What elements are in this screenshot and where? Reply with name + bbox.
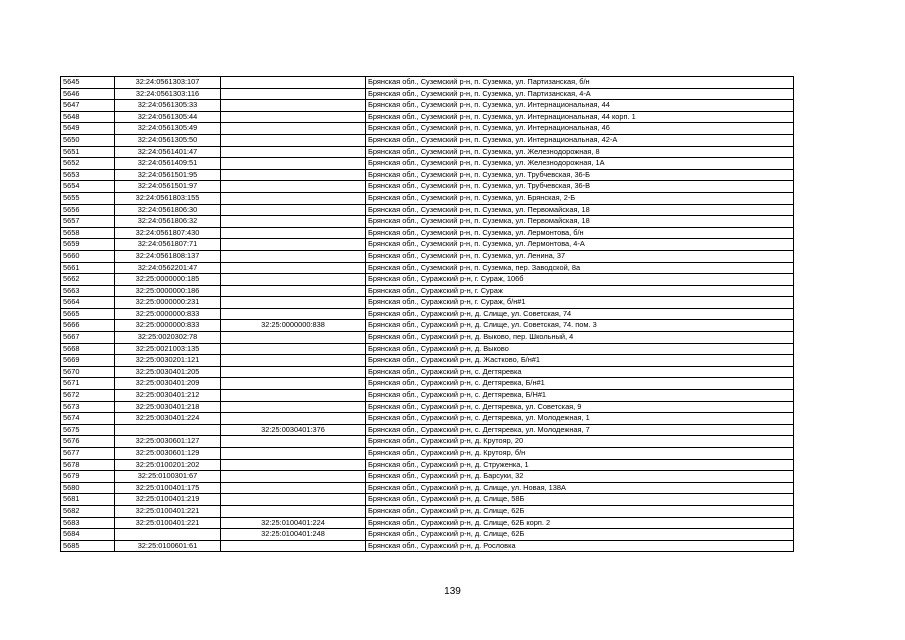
table-row [61,413,794,425]
row-number-cell: 5645 [61,77,115,89]
table-row [61,181,794,193]
row-number-cell: 5656 [61,204,115,216]
address-cell: Брянская обл., Суражский р-н, д. Слище, 62Б [366,505,794,517]
table-row [61,308,794,320]
table-row [61,77,794,89]
row-number-cell: 5674 [61,413,115,425]
address-cell: Брянская обл., Суземский р-н, п. Суземка, ул. Трубчевская, 36-В [366,181,794,193]
row-number-cell: 5670 [61,366,115,378]
row-number-cell: 5657 [61,216,115,228]
secondary-cadastral-number-cell [221,494,366,506]
address-cell: Брянская обл., Суземский р-н, п. Суземка, ул. Железнодорожная, 1А [366,158,794,170]
cadastral-number-cell: 32:24:0561501:95 [115,169,221,181]
table-row [61,505,794,517]
secondary-cadastral-number-cell [221,192,366,204]
address-cell: Брянская обл., Суражский р-н, д. Слище, ул. Советская, 74 [366,308,794,320]
row-number-cell: 5664 [61,297,115,309]
secondary-cadastral-number-cell [221,459,366,471]
row-number-cell: 5678 [61,459,115,471]
secondary-cadastral-number-cell [221,285,366,297]
row-number-cell: 5648 [61,111,115,123]
secondary-cadastral-number-cell [221,100,366,112]
address-cell: Брянская обл., Суражский р-н, д. Выково, пер. Школьный, 4 [366,332,794,344]
secondary-cadastral-number-cell [221,401,366,413]
cadastral-number-cell: 32:24:0561303:107 [115,77,221,89]
table-row [61,158,794,170]
row-number-cell: 5672 [61,390,115,402]
cadastral-number-cell: 32:25:0000000:833 [115,320,221,332]
address-cell: Брянская обл., Суражский р-н, с. Дегтяревка, ул. Советская, 9 [366,401,794,413]
row-number-cell: 5668 [61,343,115,355]
secondary-cadastral-number-cell [221,308,366,320]
address-cell: Брянская обл., Суражский р-н, д. Струженка, 1 [366,459,794,471]
table-row [61,424,794,436]
row-number-cell: 5653 [61,169,115,181]
cadastral-number-cell: 32:24:0561305:50 [115,134,221,146]
secondary-cadastral-number-cell [221,181,366,193]
row-number-cell: 5679 [61,471,115,483]
cadastral-number-cell: 32:25:0100401:175 [115,482,221,494]
cadastral-number-cell: 32:25:0030401:205 [115,366,221,378]
row-number-cell: 5667 [61,332,115,344]
secondary-cadastral-number-cell [221,134,366,146]
address-cell: Брянская обл., Суземский р-н, п. Суземка, ул. Железнодорожная, 8 [366,146,794,158]
cadastral-number-cell [115,529,221,541]
row-number-cell: 5646 [61,88,115,100]
secondary-cadastral-number-cell: 32:25:0100401:224 [221,517,366,529]
cadastral-number-cell: 32:25:0100401:219 [115,494,221,506]
secondary-cadastral-number-cell [221,227,366,239]
cadastral-number-cell: 32:24:0561806:32 [115,216,221,228]
address-cell: Брянская обл., Суражский р-н, с. Дегтяревка, ул. Молодежная, 1 [366,413,794,425]
address-cell: Брянская обл., Суражский р-н, д. Слище, 62Б корп. 2 [366,517,794,529]
address-cell: Брянская обл., Суземский р-н, п. Суземка, ул. Брянская, 2-Б [366,192,794,204]
cadastral-number-cell: 32:25:0030201:121 [115,355,221,367]
secondary-cadastral-number-cell [221,448,366,460]
address-cell: Брянская обл., Суземский р-н, п. Суземка, ул. Первомайская, 18 [366,204,794,216]
table-row [61,169,794,181]
row-number-cell: 5682 [61,505,115,517]
table-row [61,459,794,471]
address-cell: Брянская обл., Суземский р-н, п. Суземка, ул. Интернациональная, 46 [366,123,794,135]
cadastral-number-cell: 32:25:0100401:221 [115,517,221,529]
cadastral-number-cell: 32:25:0100201:202 [115,459,221,471]
cadastral-number-cell: 32:25:0000000:833 [115,308,221,320]
table-row [61,88,794,100]
table-row [61,366,794,378]
secondary-cadastral-number-cell [221,250,366,262]
address-cell: Брянская обл., Суземский р-н, п. Суземка, ул. Интернациональная, 44 [366,100,794,112]
table-row [61,494,794,506]
secondary-cadastral-number-cell [221,239,366,251]
row-number-cell: 5655 [61,192,115,204]
secondary-cadastral-number-cell [221,77,366,89]
row-number-cell: 5661 [61,262,115,274]
address-cell: Брянская обл., Суземский р-н, п. Суземка, ул. Лермонтова, б/н [366,227,794,239]
cadastral-number-cell: 32:24:0561409:51 [115,158,221,170]
secondary-cadastral-number-cell [221,471,366,483]
secondary-cadastral-number-cell [221,111,366,123]
address-cell: Брянская обл., Суражский р-н, с. Дегтяревка, Б/Н#1 [366,390,794,402]
table-row [61,297,794,309]
secondary-cadastral-number-cell [221,158,366,170]
address-cell: Брянская обл., Суражский р-н, г. Сураж, 106б [366,274,794,286]
secondary-cadastral-number-cell: 32:25:0100401:248 [221,529,366,541]
table-row [61,250,794,262]
secondary-cadastral-number-cell [221,540,366,552]
secondary-cadastral-number-cell [221,216,366,228]
secondary-cadastral-number-cell: 32:25:0000000:838 [221,320,366,332]
address-cell: Брянская обл., Суземский р-н, п. Суземка, пер. Заводской, 8а [366,262,794,274]
table-row [61,123,794,135]
table-row [61,274,794,286]
address-cell: Брянская обл., Суземский р-н, п. Суземка, ул. Трубчевская, 36-Б [366,169,794,181]
address-cell: Брянская обл., Суражский р-н, д. Крутояр, 20 [366,436,794,448]
cadastral-number-cell: 32:25:0030401:224 [115,413,221,425]
cadastral-number-cell: 32:25:0100601:61 [115,540,221,552]
address-cell: Брянская обл., Суражский р-н, д. Слище, ул. Новая, 138А [366,482,794,494]
table-row [61,146,794,158]
row-number-cell: 5683 [61,517,115,529]
cadastral-number-cell: 32:24:0561803:155 [115,192,221,204]
table-row [61,262,794,274]
cadastral-number-cell: 32:25:0030601:129 [115,448,221,460]
cadastral-number-cell: 32:24:0561305:44 [115,111,221,123]
cadastral-number-cell: 32:24:0561501:97 [115,181,221,193]
table-row [61,343,794,355]
cadastral-number-cell: 32:25:0021003:135 [115,343,221,355]
secondary-cadastral-number-cell [221,378,366,390]
table-row [61,239,794,251]
secondary-cadastral-number-cell [221,332,366,344]
row-number-cell: 5673 [61,401,115,413]
address-cell: Брянская обл., Суражский р-н, д. Слище, 62Б [366,529,794,541]
secondary-cadastral-number-cell [221,169,366,181]
row-number-cell: 5680 [61,482,115,494]
secondary-cadastral-number-cell [221,146,366,158]
cadastral-number-cell: 32:24:0561401:47 [115,146,221,158]
address-cell: Брянская обл., Суземский р-н, п. Суземка, ул. Партизанская, 4-А [366,88,794,100]
table-row [61,436,794,448]
cadastral-number-cell: 32:25:0020302:78 [115,332,221,344]
cadastral-number-cell: 32:24:0561806:30 [115,204,221,216]
table-row [61,378,794,390]
table-row [61,471,794,483]
address-cell: Брянская обл., Суражский р-н, д. Крутояр, б/н [366,448,794,460]
secondary-cadastral-number-cell [221,343,366,355]
row-number-cell: 5654 [61,181,115,193]
cadastral-number-cell: 32:25:0030401:209 [115,378,221,390]
table-row [61,401,794,413]
cadastral-number-cell: 32:25:0100301:67 [115,471,221,483]
cadastral-number-cell: 32:25:0100401:221 [115,505,221,517]
row-number-cell: 5663 [61,285,115,297]
cadastral-number-cell: 32:24:0561807:71 [115,239,221,251]
address-cell: Брянская обл., Суражский р-н, д. Выково [366,343,794,355]
table-row [61,100,794,112]
cadastral-number-cell: 32:24:0561808:137 [115,250,221,262]
secondary-cadastral-number-cell [221,390,366,402]
row-number-cell: 5671 [61,378,115,390]
secondary-cadastral-number-cell [221,204,366,216]
row-number-cell: 5676 [61,436,115,448]
address-cell: Брянская обл., Суражский р-н, г. Сураж, б/н#1 [366,297,794,309]
address-cell: Брянская обл., Суземский р-н, п. Суземка, ул. Интернациональная, 44 корп. 1 [366,111,794,123]
page-number: 139 [444,586,461,597]
address-cell: Брянская обл., Суражский р-н, г. Сураж [366,285,794,297]
row-number-cell: 5659 [61,239,115,251]
table-row [61,540,794,552]
row-number-cell: 5669 [61,355,115,367]
row-number-cell: 5651 [61,146,115,158]
row-number-cell: 5658 [61,227,115,239]
table-row [61,285,794,297]
table-row [61,529,794,541]
row-number-cell: 5685 [61,540,115,552]
address-cell: Брянская обл., Суземский р-н, п. Суземка, ул. Ленина, 37 [366,250,794,262]
address-cell: Брянская обл., Суражский р-н, д. Слище, ул. Советская, 74. пом. 3 [366,320,794,332]
address-cell: Брянская обл., Суражский р-н, с. Дегтяревка, ул. Молодежная, 7 [366,424,794,436]
table-row [61,192,794,204]
address-cell: Брянская обл., Суражский р-н, с. Дегтяревка, Б/н#1 [366,378,794,390]
secondary-cadastral-number-cell [221,436,366,448]
cadastral-number-cell [115,424,221,436]
table-row [61,448,794,460]
cadastral-number-cell: 32:24:0561807:430 [115,227,221,239]
secondary-cadastral-number-cell [221,482,366,494]
address-cell: Брянская обл., Суражский р-н, д. Жастково, Б/н#1 [366,355,794,367]
cadastral-number-cell: 32:24:0562201:47 [115,262,221,274]
cadastral-number-cell: 32:25:0030601:127 [115,436,221,448]
table-row [61,482,794,494]
address-cell: Брянская обл., Суражский р-н, д. Слище, 58Б [366,494,794,506]
secondary-cadastral-number-cell [221,505,366,517]
table-row [61,204,794,216]
cadastral-number-cell: 32:24:0561305:49 [115,123,221,135]
table-row [61,216,794,228]
table-row [61,390,794,402]
row-number-cell: 5650 [61,134,115,146]
cadastral-number-cell: 32:24:0561303:116 [115,88,221,100]
row-number-cell: 5652 [61,158,115,170]
secondary-cadastral-number-cell: 32:25:0030401:376 [221,424,366,436]
address-cell: Брянская обл., Суземский р-н, п. Суземка, ул. Первомайская, 18 [366,216,794,228]
table-row [61,320,794,332]
secondary-cadastral-number-cell [221,413,366,425]
row-number-cell: 5666 [61,320,115,332]
table-row [61,355,794,367]
address-cell: Брянская обл., Суземский р-н, п. Суземка, ул. Лермонтова, 4-А [366,239,794,251]
cadastral-number-cell: 32:25:0000000:185 [115,274,221,286]
row-number-cell: 5681 [61,494,115,506]
address-cell: Брянская обл., Суземский р-н, п. Суземка, ул. Партизанская, б/н [366,77,794,89]
table-row [61,134,794,146]
row-number-cell: 5665 [61,308,115,320]
cadastral-number-cell: 32:25:0030401:218 [115,401,221,413]
table-row [61,111,794,123]
row-number-cell: 5675 [61,424,115,436]
row-number-cell: 5677 [61,448,115,460]
property-registry-table [60,76,794,552]
secondary-cadastral-number-cell [221,355,366,367]
row-number-cell: 5660 [61,250,115,262]
address-cell: Брянская обл., Суражский р-н, д. Барсуки, 32 [366,471,794,483]
secondary-cadastral-number-cell [221,88,366,100]
table-row [61,332,794,344]
address-cell: Брянская обл., Суражский р-н, д. Рословка [366,540,794,552]
secondary-cadastral-number-cell [221,274,366,286]
registry-table-body [61,77,794,552]
cadastral-number-cell: 32:25:0000000:231 [115,297,221,309]
address-cell: Брянская обл., Суражский р-н, с. Дегтяревка [366,366,794,378]
secondary-cadastral-number-cell [221,262,366,274]
table-row [61,517,794,529]
table-row [61,227,794,239]
cadastral-number-cell: 32:24:0561305:33 [115,100,221,112]
secondary-cadastral-number-cell [221,297,366,309]
row-number-cell: 5684 [61,529,115,541]
secondary-cadastral-number-cell [221,123,366,135]
secondary-cadastral-number-cell [221,366,366,378]
row-number-cell: 5647 [61,100,115,112]
row-number-cell: 5649 [61,123,115,135]
row-number-cell: 5662 [61,274,115,286]
cadastral-number-cell: 32:25:0000000:186 [115,285,221,297]
cadastral-number-cell: 32:25:0030401:212 [115,390,221,402]
address-cell: Брянская обл., Суземский р-н, п. Суземка, ул. Интернациональная, 42-А [366,134,794,146]
